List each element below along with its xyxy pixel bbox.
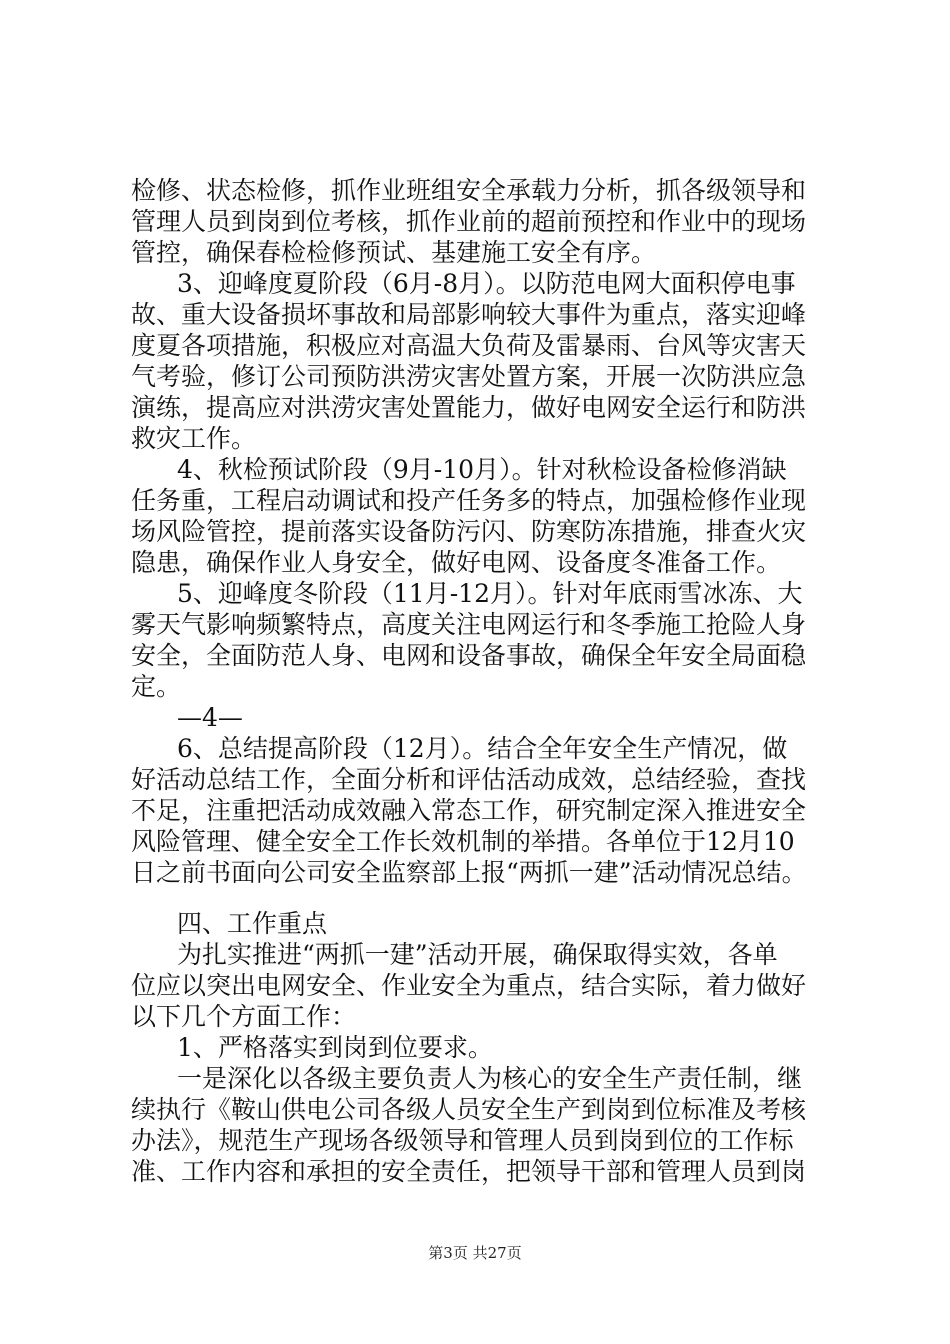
text-line: 以下几个方面工作：: [131, 1002, 357, 1031]
text-line: 救灾工作。: [131, 424, 257, 453]
text-line: 4、秋检预试阶段（9月-10月）。针对秋检设备检修消缺: [177, 455, 787, 484]
text-line: 气考验，修订公司预防洪涝灾害处置方案，开展一次防洪应急: [131, 362, 807, 391]
text-line: 续执行《鞍山供电公司各级人员安全生产到岗到位标准及考核: [131, 1095, 807, 1124]
text-line: 任务重，工程启动调试和投产任务多的特点，加强检修作业现: [131, 486, 807, 515]
text-line: 管理人员到岗到位考核，抓作业前的超前预控和作业中的现场: [131, 207, 807, 236]
text-line: 办法》，规范生产现场各级领导和管理人员到岗到位的工作标: [131, 1126, 794, 1155]
text-line: 雾天气影响频繁特点，高度关注电网运行和冬季施工抢险人身: [131, 610, 807, 639]
text-line: 5、迎峰度冬阶段（11月-12月）。针对年底雨雪冰冻、大: [177, 579, 803, 608]
section-heading: 四、工作重点: [177, 909, 328, 938]
text-line: 风险管理、健全安全工作长效机制的举措。各单位于12月10: [131, 827, 795, 856]
text-line: 1、严格落实到岗到位要求。: [177, 1033, 493, 1062]
text-line: 好活动总结工作，全面分析和评估活动成效，总结经验，查找: [131, 765, 807, 794]
text-line: 管控，确保春检检修预试、基建施工安全有序。: [131, 238, 657, 267]
text-line: 定。: [131, 672, 182, 701]
text-line: 位应以突出电网安全、作业安全为重点，结合实际，着力做好: [131, 971, 807, 1000]
text-line: 准、工作内容和承担的安全责任，把领导干部和管理人员到岗: [131, 1157, 807, 1186]
text-line: 检修、状态检修，抓作业班组安全承载力分析，抓各级领导和: [131, 176, 807, 205]
text-line: 一是深化以各级主要负责人为核心的安全生产责任制，继: [177, 1064, 803, 1093]
text-line: 6、总结提高阶段（12月）。结合全年安全生产情况，做: [177, 734, 788, 763]
text-line: 不足，注重把活动成效融入常态工作，研究制定深入推进安全: [131, 796, 807, 825]
text-line: 度夏各项措施，积极应对高温大负荷及雷暴雨、台风等灾害天: [131, 331, 807, 360]
text-line: 场风险管控，提前落实设备防污闪、防寒防冻措施，排查火灾: [131, 517, 807, 546]
page-marker: —4—: [177, 703, 243, 732]
text-line: 为扎实推进“两抓一建”活动开展，确保取得实效，各单: [177, 940, 778, 969]
text-line: 演练，提高应对洪涝灾害处置能力，做好电网安全运行和防洪: [131, 393, 807, 422]
text-line: 日之前书面向公司安全监察部上报“两抓一建”活动情况总结。: [131, 858, 807, 887]
page-footer: 第3页 共27页: [428, 1244, 522, 1262]
text-line: 安全，全面防范人身、电网和设备事故，确保全年安全局面稳: [131, 641, 807, 670]
text-line: 隐患，确保作业人身安全，做好电网、设备度冬准备工作。: [131, 548, 782, 577]
text-line: 故、重大设备损坏事故和局部影响较大事件为重点，落实迎峰: [131, 300, 807, 329]
text-line: 3、迎峰度夏阶段（6月-8月）。以防范电网大面积停电事: [177, 269, 796, 298]
